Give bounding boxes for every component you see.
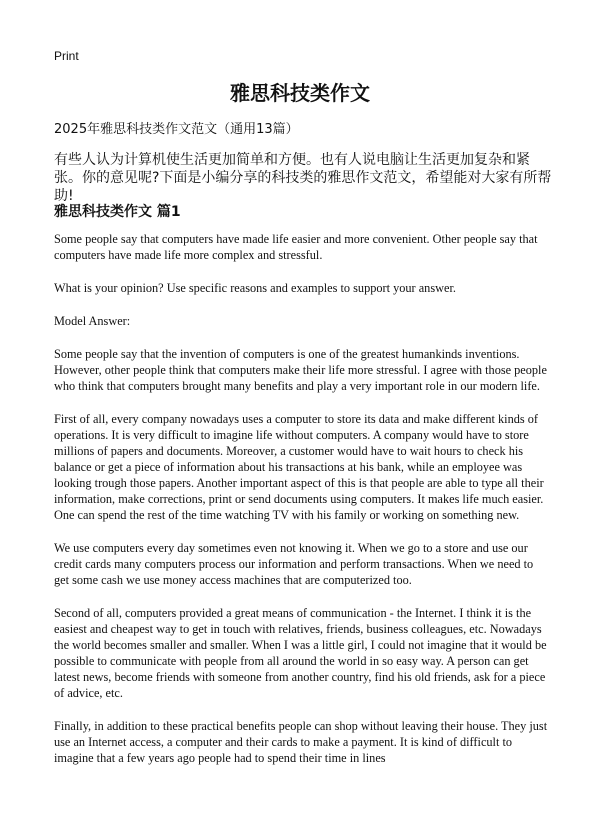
print-label: Print <box>54 49 79 63</box>
essay-paragraph: We use computers every day sometimes even not knowing it. When we go to a store and use our credit cards many computers process our information and perform transactions. When we need to get some cash we use money access machines that are computerized too. <box>54 541 534 587</box>
essay-paragraph: First of all, every company nowadays uses a computer to store its data and make different kinds of operations. It is very difficult to imagine life without computers. A company would have to store millions of papers and documents. Moreover, a customer would have to wait hours to check his balance or get a piece of information about his transactions at his bank, while an employee was looking trough those papers. Another important aspect of this is that people are able to type all their information, make corrections, print or send documents using computers. It makes life much easier. One can spend the rest of the time watching TV with his family or working on something new. <box>54 412 544 522</box>
document-subtitle: 2025年雅思科技类作文范文（通用13篇） <box>54 122 299 137</box>
page-title: 雅思科技类作文 <box>230 81 370 105</box>
essay-paragraph: Some people say that the invention of computers is one of the greatest humankinds inventions. However, other people think that computers make their life more stressful. I agree with those people who think that computers brought many benefits and play a very important role in our modern life. <box>54 347 547 393</box>
essay-body <box>54 231 548 783</box>
essay-paragraph: Second of all, computers provided a great means of communication - the Internet. I think it is the easiest and cheapest way to get in touch with relatives, friends, business colleagues, etc. Nowadays the world becomes smaller and smaller. When I was a little girl, I could not imagine that it would be possible to communicate with people from all around the world in so easy way. A person can get latest news, become friends with someone from another country, find his old friends, ask for a piece of advice, etc. <box>54 606 547 700</box>
intro-paragraph: 有些人认为计算机使生活更加简单和方便。也有人说电脑让生活更加复杂和紧张。你的意见呢?下面是小编分享的科技类的雅思作文范文，希望能对大家有所帮助! <box>54 152 552 204</box>
essay-paragraph: Some people say that computers have made life easier and more convenient. Other people say that computers have made life more complex and stressful. <box>54 232 538 262</box>
section-heading: 雅思科技类作文 篇1 <box>54 204 181 220</box>
essay-paragraph: Model Answer: <box>54 314 131 328</box>
essay-paragraph: What is your opinion? Use specific reasons and examples to support your answer. <box>54 281 456 295</box>
essay-paragraph: Finally, in addition to these practical benefits people can shop without leaving their house. They just use an Internet access, a computer and their cards to make a payment. It is kind of difficult to imagine that a few years ago people had to spend their time in lines <box>54 719 548 765</box>
